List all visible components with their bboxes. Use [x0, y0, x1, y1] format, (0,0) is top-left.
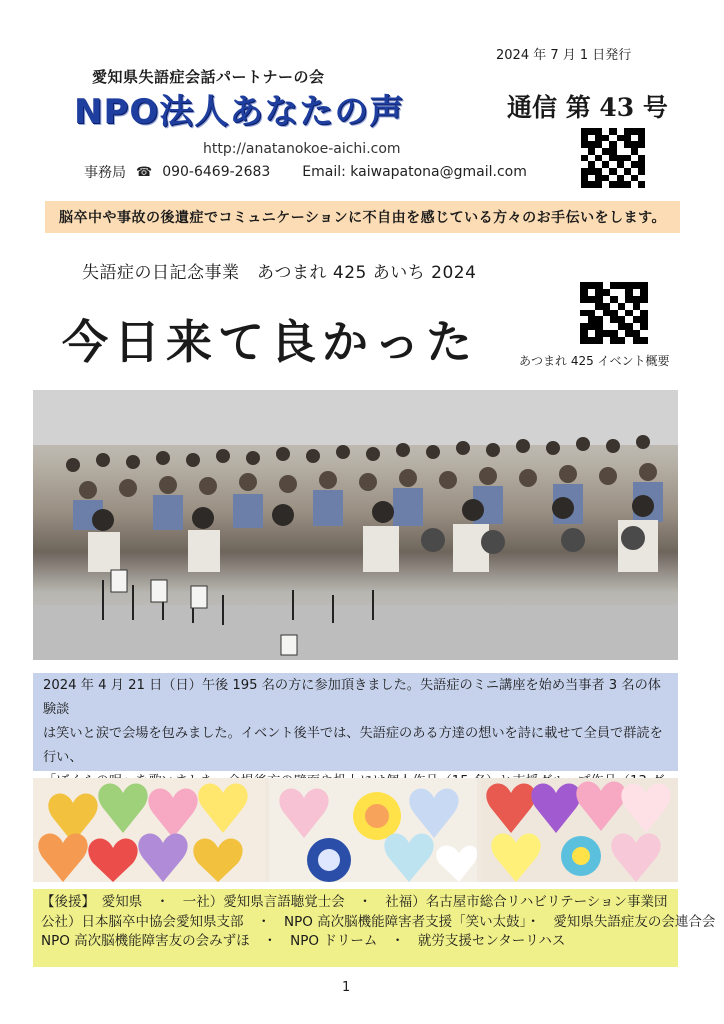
sponsor-line: 【後援】 愛知県 ・ 一社）愛知県言語聴覚士会 ・ 社福）名古屋市総合リハビリテーション事業団: [41, 894, 668, 910]
publish-date: 2024 年 7 月 1 日発行: [496, 48, 632, 63]
sponsor-line: 公社）日本脳卒中協会愛知県支部 ・ NPO 高次脳機能障害者支援「笑い太鼓」・ 愛知県失語症友の会連合会: [41, 913, 716, 930]
sponsors-box: [33, 889, 716, 967]
sponsor-line: NPO 高次脳機能障害友の会みずほ ・ NPO ドリーム ・ 就労支援センターリハス: [41, 933, 566, 949]
event-headline: 今日来て良かった: [62, 315, 478, 369]
report-line: 2024 年 4 月 21 日（日）午後 195 名の方に参加頂きました。失語症のミニ講座を始め当事者 3 名の体験談: [43, 678, 661, 717]
email-address[interactable]: Email: kaiwapatona@gmail.com: [302, 164, 527, 180]
artwork-photo: [481, 778, 678, 882]
artwork-photo-strip: [33, 778, 678, 882]
event-group-photo: [33, 390, 678, 660]
event-subtitle: 失語症の日記念事業 あつまれ 425 あいち 2024: [82, 263, 477, 283]
qr-code-event: [580, 282, 648, 344]
org-subtitle: 愛知県失語症会話パートナーの会: [92, 68, 325, 86]
website-link[interactable]: http://anatanokoe-aichi.com: [203, 141, 401, 157]
report-line: は笑いと涙で会場を包みました。イベント後半では、失語症のある方達の想いを詩に載せて全員で群読を行い、: [43, 726, 663, 765]
phone-icon: ☎: [136, 164, 153, 180]
page-number: 1: [342, 980, 351, 995]
issue-number: 通信 第 43 号: [507, 93, 668, 122]
artwork-photo: [269, 778, 477, 882]
contact-row: [84, 162, 527, 182]
artwork-photo: [33, 778, 265, 882]
crowd-illustration: [33, 390, 678, 660]
office-label: 事務局: [84, 165, 126, 181]
org-title: NPO法人あなたの声: [74, 92, 405, 132]
mission-banner: 脳卒中や事故の後遺症でコミュニケーションに不自由を感じている方々のお手伝いをします。: [45, 201, 680, 233]
phone-number: 090-6469-2683: [162, 164, 271, 180]
event-report: [33, 673, 678, 771]
qr-code-website: [581, 128, 645, 188]
qr-caption: あつまれ 425 イベント概要: [519, 354, 670, 368]
